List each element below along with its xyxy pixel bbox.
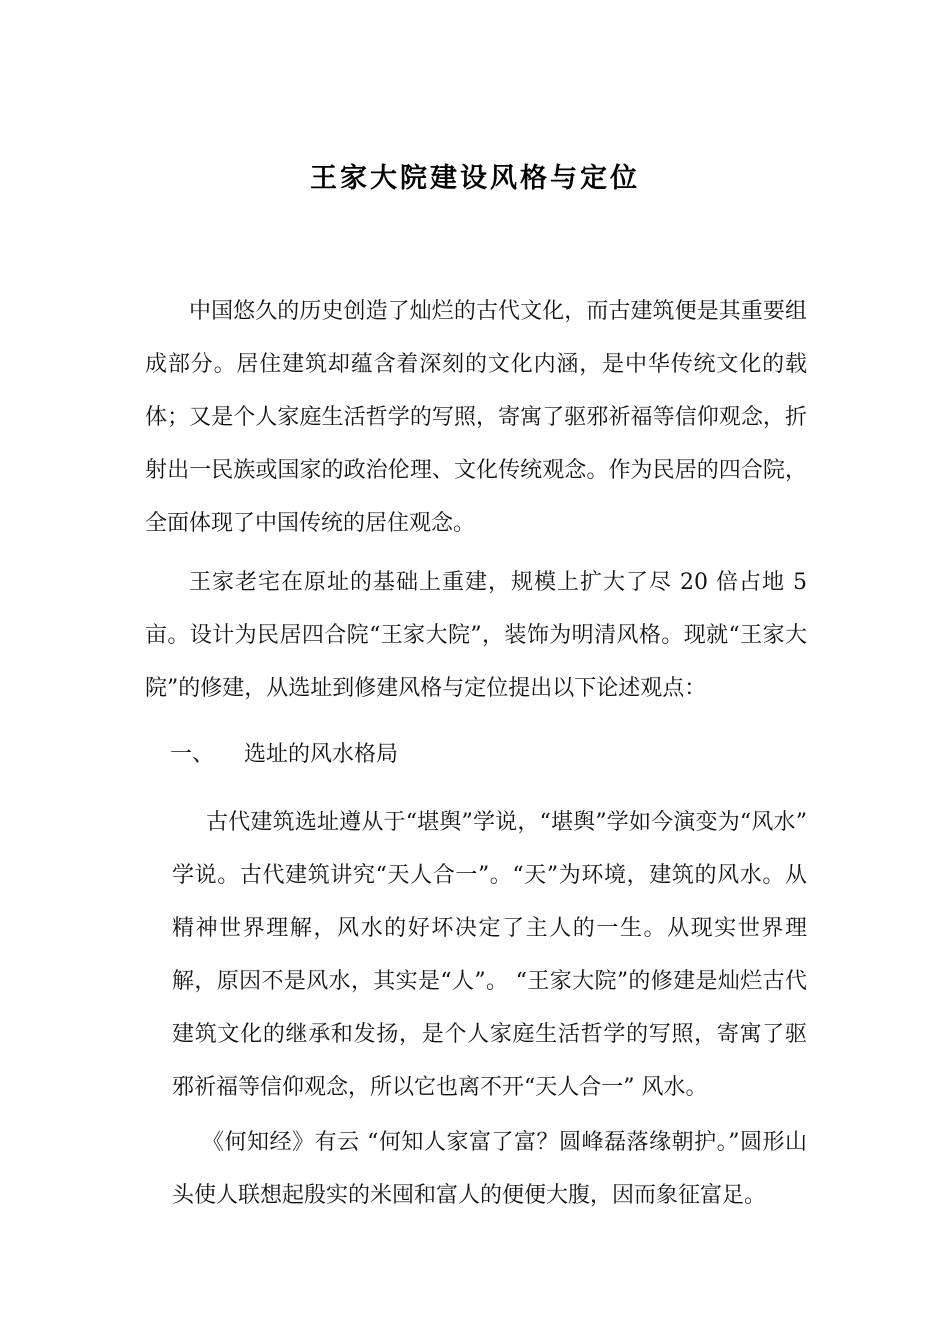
document-title: 王家大院建设风格与定位 (310, 163, 640, 194)
section-1-title: 选址的风水格局 (244, 742, 399, 767)
intro-paragraph-1: 中国悠久的历史创造了灿烂的古代文化，而古建筑便是其重要组成部分。居住建筑却蕴含着深刻的文化内涵，是中华传统文化的载体；又是个人家庭生活哲学的写照，寄寓了驱邪祈福等信仰观念，折射出一民族或国家的政治伦理、文化传统观念。作为民居的四合院，全面体现了中国传统的居住观念。 (145, 299, 807, 536)
intro-paragraph-2: 王家老宅在原址的基础上重建，规模上扩大了尽 20 倍占地 5 亩。设计为民居四合院“王家大院”，装饰为明清风格。现就“王家大院”的修建，从选址到修建风格与定位提出以下论述观点： (145, 570, 807, 701)
section-1-paragraph-1: 古代建筑选址遵从于“堪舆”学说，“堪舆”学如今演变为“风水” 学说。古代建筑讲究“天人合一”。“天”为环境，建筑的风水。从精神世界理解，风水的好坏决定了主人的一生。从现实世界理解，原因不是风水，其实是“人”。 “王家大院”的修建是灿烂古代建筑文化的继承和发扬，是个人家庭生活哲学的写照，寄寓了驱邪祈福等信仰观念，所以它也离不开“天人合一” 风水。 (172, 810, 807, 1100)
section-1-number: 一、 (170, 742, 215, 767)
section-1-paragraph-2: 《何知经》有云 “何知人家富了富？圆峰磊落缘朝护。”圆形山头使人联想起殷实的米囤和富人的便便大腹，因而象征富足。 (172, 1130, 807, 1208)
section-1-heading (170, 728, 398, 781)
